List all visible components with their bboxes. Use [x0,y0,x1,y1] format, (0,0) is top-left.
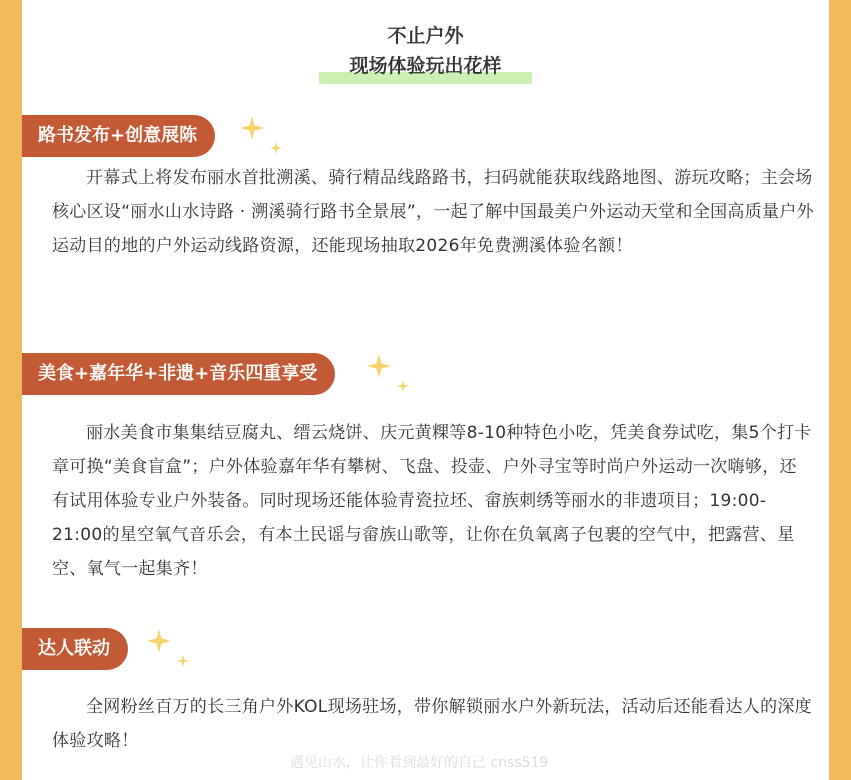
section-tag-kol: 达人联动 [22,628,128,670]
section-text-roadbook: 开幕式上将发布丽水首批溯溪、骑行精品线路路书，扫码就能获取线路地图、游玩攻略；主会场核心区设“丽水山水诗路 · 溯溪骑行路书全景展”，一起了解中国最美户外运动天堂和全国高质量户外运动目的地的户外运动线路资源，还能现场抽取2026年免费溯溪体验名额！ [52,168,814,256]
section-tag-food-carnival: 美食+嘉年华+非遗+音乐四重享受 [22,353,335,395]
sparkle-icon [367,354,437,394]
title-block [22,22,829,80]
section-text-kol: 全网粉丝百万的长三角户外KOL现场驻场，带你解锁丽水户外新玩法，活动后还能看达人的深度体验攻略！ [52,697,812,751]
title-line2: 现场体验玩出花样 [349,55,502,77]
watermark: 遇见山水，让你看到最好的自己 cnss519 [290,755,549,771]
title-line2-wrap [319,52,531,80]
section-tag-roadbook: 路书发布+创意展陈 [22,115,215,157]
sparkle-icon [147,629,217,669]
title-line1: 不止户外 [387,25,464,47]
section-text-food-carnival: 丽水美食市集集结豆腐丸、缙云烧饼、庆元黄粿等8-10种特色小吃，凭美食券试吃，集5个打卡章可换“美食盲盒”；户外体验嘉年华有攀树、飞盘、投壶、户外寻宝等时尚户外运动一次嗨够，还有试用体验专业户外装备。同时现场还能体验青瓷拉坯、畲族刺绣等丽水的非遗项目；19:00-21:00的星空氧气音乐会，有本土民谣与畲族山歌等，让你在负氧离子包裹的空气中，把露营、星空、氧气一起集齐！ [52,423,812,579]
sparkle-icon [240,116,310,156]
article-card [22,0,829,780]
